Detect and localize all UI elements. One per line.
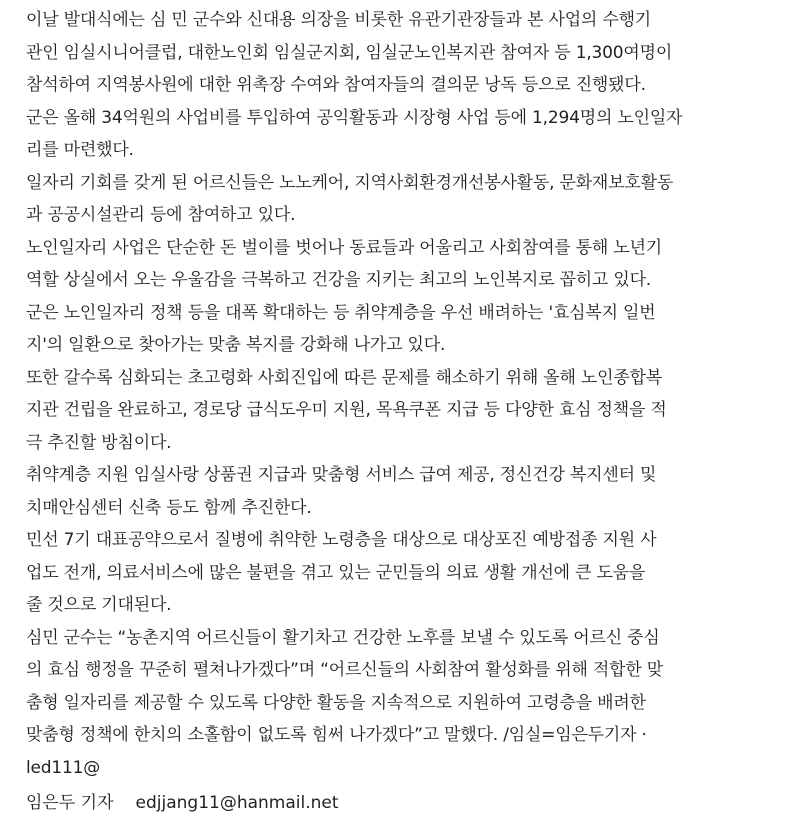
reporter-name: 임은두 기자 <box>26 793 114 813</box>
reporter-email: edjjang11@hanmail.net <box>135 793 339 813</box>
text-line: 맞춤형 정책에 한치의 소홀함이 없도록 힘써 나가겠다”고 말했다. /임실=임은두기자 · <box>26 725 647 745</box>
paragraph <box>26 362 778 460</box>
paragraph <box>26 622 778 785</box>
paragraph <box>26 524 778 622</box>
text-line: 리를 마련했다. <box>26 140 134 160</box>
paragraph <box>26 459 778 524</box>
paragraph <box>26 232 778 297</box>
text-line: 취약계층 지원 임실사랑 상품권 지급과 맞춤형 서비스 급여 제공, 정신건강 복지센터 및 <box>26 465 657 485</box>
text-line: 지관 건립을 완료하고, 경로당 급식도우미 지원, 목욕쿠폰 지급 등 다양한 효심 정책을 적 <box>26 400 667 420</box>
text-line: 군은 노인일자리 정책 등을 대폭 확대하는 등 취약계층을 우선 배려하는 '효심복지 일번 <box>26 302 656 323</box>
text-line: 이날 발대식에는 심 민 군수와 신대용 의장을 비롯한 유관기관장들과 본 사업의 수행기 <box>26 10 652 30</box>
text-line: 극 추진할 방침이다. <box>26 432 172 453</box>
paragraph <box>26 167 778 232</box>
text-line: 춤형 일자리를 제공할 수 있도록 다양한 활동을 지속적으로 지원하여 고령층을 배려한 <box>26 692 646 713</box>
text-line: 심민 군수는 “농촌지역 어르신들이 활기차고 건강한 노후를 보낼 수 있도록 어르신 중심 <box>26 627 660 648</box>
text-line: led111@ <box>26 757 101 778</box>
paragraph <box>26 4 778 102</box>
text-line: 군은 올해 34억원의 사업비를 투입하여 공익활동과 시장형 사업 등에 1,294명의 노인일자 <box>26 107 683 128</box>
text-line: 역할 상실에서 오는 우울감을 극복하고 건강을 지키는 최고의 노인복지로 꼽히고 있다. <box>26 270 652 290</box>
text-line: 관인 임실시니어클럽, 대한노인회 임실군지회, 임실군노인복지관 참여자 등 1,300여명이 <box>26 42 673 63</box>
text-line: 또한 갈수록 심화되는 초고령화 사회진입에 따른 문제를 해소하기 위해 올해 노인종합복 <box>26 367 663 388</box>
text-line: 민선 7기 대표공약으로서 질병에 취약한 노령층을 대상으로 대상포진 예방접종 지원 사 <box>26 530 657 550</box>
text-line: 과 공공시설관리 등에 참여하고 있다. <box>26 205 296 225</box>
text-line: 업도 전개, 의료서비스에 많은 불편을 겪고 있는 군민들의 의료 생활 개선에 큰 도움을 <box>26 562 646 583</box>
byline <box>26 787 778 819</box>
text-line: 의 효심 행정을 꾸준히 펼쳐나가겠다”며 “어르신들의 사회참여 활성화를 위해 적합한 맞 <box>26 660 664 680</box>
text-line: 노인일자리 사업은 단순한 돈 벌이를 벗어나 동료들과 어울리고 사회참여를 통해 노년기 <box>26 237 663 258</box>
text-line: 줄 것으로 기대된다. <box>26 595 172 615</box>
text-line: 지'의 일환으로 찾아가는 맞춤 복지를 강화해 나가고 있다. <box>26 335 446 355</box>
text-line: 치매안심센터 신축 등도 함께 추진한다. <box>26 497 312 518</box>
paragraph <box>26 297 778 362</box>
paragraph <box>26 102 778 167</box>
text-line: 참석하여 지역봉사원에 대한 위촉장 수여와 참여자들의 결의문 낭독 등으로 진행됐다. <box>26 75 646 95</box>
text-line: 일자리 기회를 갖게 된 어르신들은 노노케어, 지역사회환경개선봉사활동, 문화재보호활동 <box>26 172 674 193</box>
